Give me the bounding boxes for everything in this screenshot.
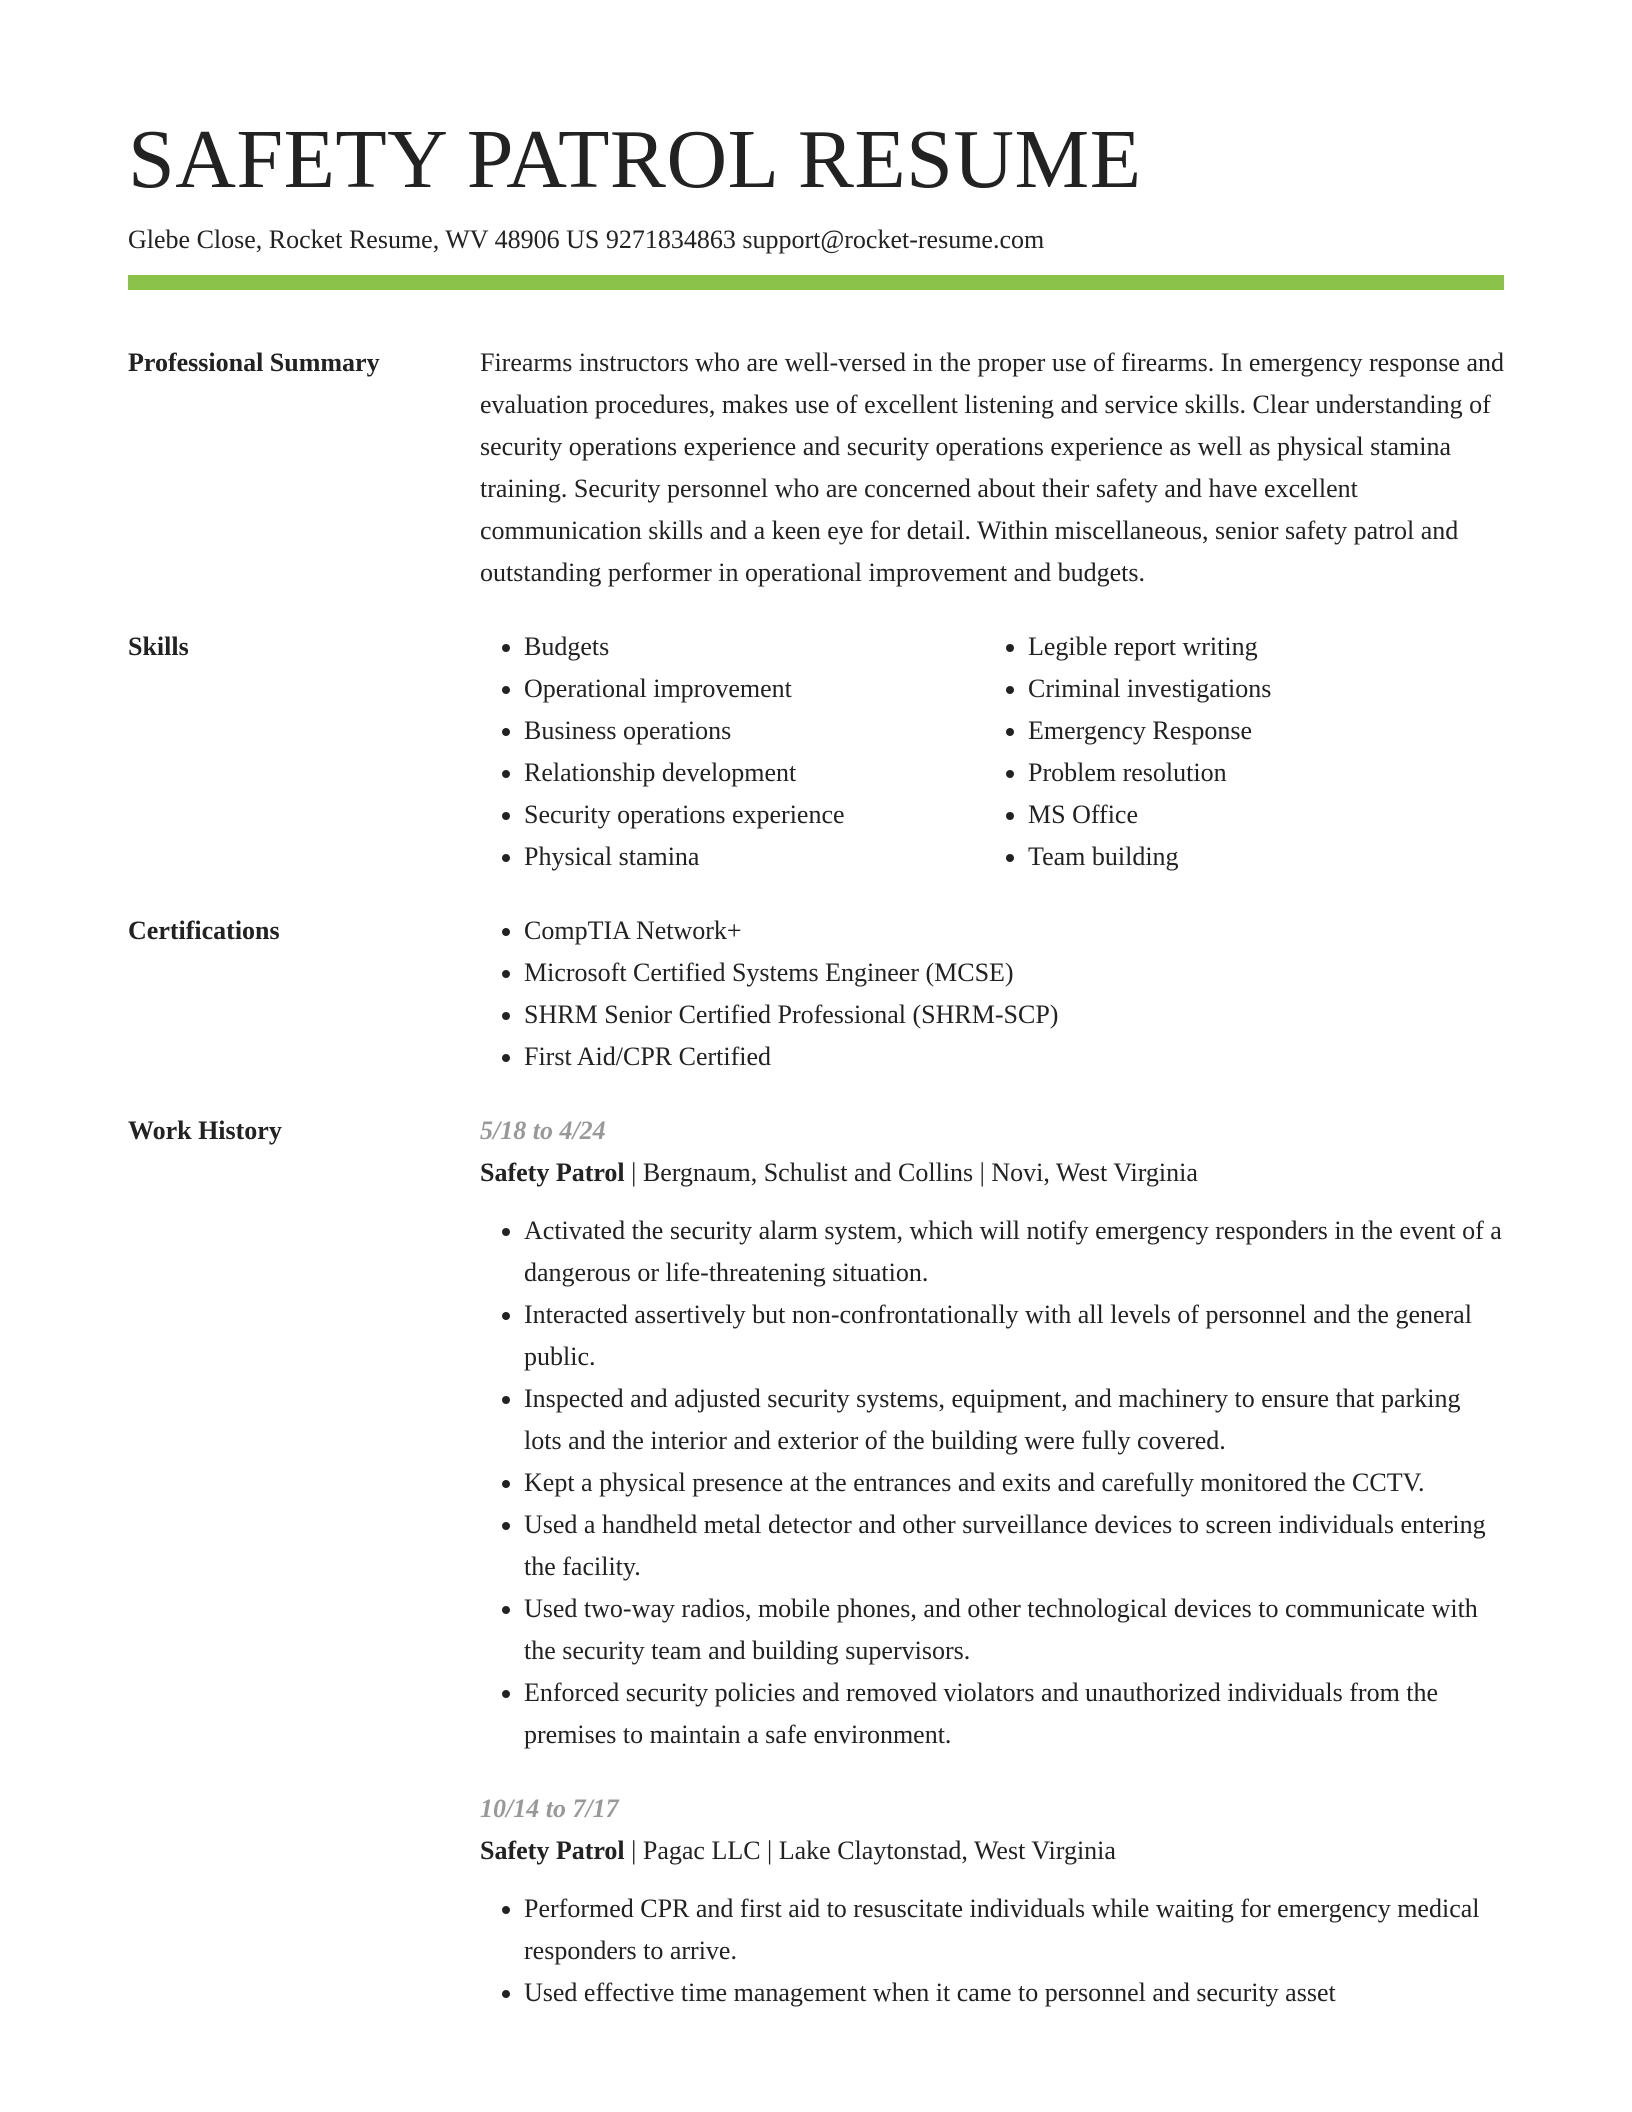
section-label: Work History <box>128 1116 282 1146</box>
certification-item: • Microsoft Certified Systems Engineer (MCSE) <box>524 952 1504 994</box>
skill-item: • Budgets <box>524 626 984 668</box>
work-history-body <box>480 1110 1504 2014</box>
skill-item: • Emergency Response <box>1028 710 1488 752</box>
skills-list <box>480 626 984 878</box>
job-title-line <box>480 1830 1504 1872</box>
skills-column-2 <box>984 626 1488 878</box>
job-entry <box>480 1110 1504 1756</box>
job-duty: • Performed CPR and first aid to resuscitate individuals while waiting for emergency medical responders to arrive. <box>524 1888 1504 1972</box>
skills-list <box>984 626 1488 878</box>
skill-item: • Business operations <box>524 710 984 752</box>
job-duty: • Inspected and adjusted security systems, equipment, and machinery to ensure that parking lots and the interior and exterior of the building were fully covered. <box>524 1378 1504 1462</box>
accent-divider <box>128 275 1504 290</box>
section-label: Professional Summary <box>128 348 380 378</box>
skill-item: • Security operations experience <box>524 794 984 836</box>
job-duty: • Interacted assertively but non-confrontationally with all levels of personnel and the general public. <box>524 1294 1504 1378</box>
job-duty: • Used a handheld metal detector and other surveillance devices to screen individuals entering the facility. <box>524 1504 1504 1588</box>
job-duties-list <box>480 1888 1504 2014</box>
page-title: SAFETY PATROL RESUME <box>128 113 1142 206</box>
section-label: Skills <box>128 632 189 662</box>
skill-item: • Physical stamina <box>524 836 984 878</box>
job-duty: • Kept a physical presence at the entrances and exits and carefully monitored the CCTV. <box>524 1462 1504 1504</box>
job-title-line <box>480 1152 1504 1194</box>
skills-section <box>128 626 1504 878</box>
certification-item: • First Aid/CPR Certified <box>524 1036 1504 1078</box>
job-entry <box>480 1788 1504 2014</box>
skills-grid <box>480 626 1504 878</box>
contact-line: Glebe Close, Rocket Resume, WV 48906 US 9271834863 support@rocket-resume.com <box>128 225 1045 254</box>
skills-column-1 <box>480 626 984 878</box>
skill-item: • Relationship development <box>524 752 984 794</box>
skill-item: • Legible report writing <box>1028 626 1488 668</box>
certifications-section <box>128 910 1504 1078</box>
certifications-list <box>480 910 1504 1078</box>
work-history-section <box>128 1110 1504 2014</box>
skill-item: • Team building <box>1028 836 1488 878</box>
certification-item: • CompTIA Network+ <box>524 910 1504 952</box>
professional-summary-section <box>128 342 1504 594</box>
job-duty: • Enforced security policies and removed violators and unauthorized individuals from the premises to maintain a safe environment. <box>524 1672 1504 1756</box>
certification-item: • SHRM Senior Certified Professional (SHRM-SCP) <box>524 994 1504 1036</box>
skill-item: • Criminal investigations <box>1028 668 1488 710</box>
job-role: Safety Patrol <box>480 1836 625 1866</box>
summary-text: Firearms instructors who are well-versed in the proper use of firearms. In emergency response and evaluation procedures, makes use of excellent listening and service skills. Clear understanding of security operations experience and security operations experience as well as physical stamina training. Security personnel who are concerned about their safety and have excellent communication skills and a keen eye for detail. Within miscellaneous, senior safety patrol and outstanding performer in operational improvement and budgets. <box>480 348 1505 588</box>
job-role: Safety Patrol <box>480 1158 625 1188</box>
job-employer: | Bergnaum, Schulist and Collins | Novi, West Virginia <box>624 1158 1198 1188</box>
job-duty: • Used effective time management when it came to personnel and security asset <box>524 1972 1504 2014</box>
skill-item: • MS Office <box>1028 794 1488 836</box>
skill-item: • Problem resolution <box>1028 752 1488 794</box>
certifications-body <box>480 910 1504 1078</box>
section-label: Certifications <box>128 916 280 946</box>
resume-page <box>128 113 1505 2014</box>
job-dates: 5/18 to 4/24 <box>480 1116 606 1146</box>
skill-item: • Operational improvement <box>524 668 984 710</box>
job-employer: | Pagac LLC | Lake Claytonstad, West Virginia <box>624 1836 1116 1866</box>
job-duties-list <box>480 1210 1504 1756</box>
job-dates: 10/14 to 7/17 <box>480 1794 619 1824</box>
job-duty: • Activated the security alarm system, which will notify emergency responders in the event of a dangerous or life-threatening situation. <box>524 1210 1504 1294</box>
job-duty: • Used two-way radios, mobile phones, and other technological devices to communicate with the security team and building supervisors. <box>524 1588 1504 1672</box>
